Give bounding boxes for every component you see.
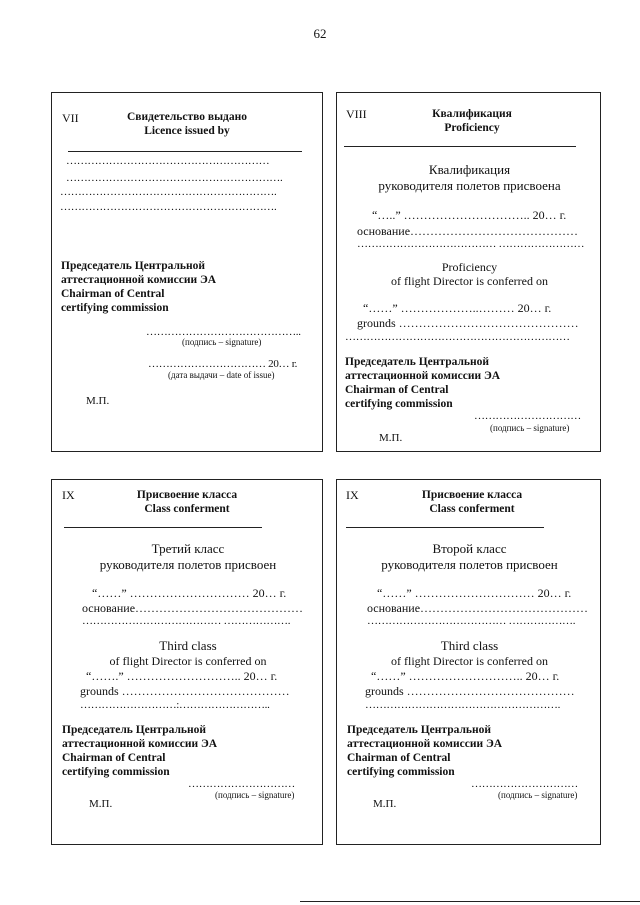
section-title-ru: Присвоение класса (136, 489, 238, 501)
class-text-ru: Второй класс (432, 541, 507, 556)
panel-class-conferment-third (51, 479, 323, 845)
basis-field-ru: основание…………………………………… (367, 601, 589, 615)
chairman-title-ru: аттестационной комиссии ЭА (62, 738, 218, 750)
chairman-title-ru: Председатель Центральной (345, 356, 489, 368)
section-title-en: Class conferment (429, 503, 515, 515)
section-number: VII (62, 111, 79, 125)
signature-label: (подпись – signature) (490, 423, 570, 433)
page-bottom-rule (300, 901, 640, 902)
class-text-ru: Третий класс (151, 541, 225, 556)
dotted-line: ………………………………………………. (365, 699, 561, 711)
class-text-ru: руководителя полетов присвоен (381, 557, 558, 572)
seal-place: М.П. (86, 395, 110, 407)
date-field-en: “…….” ……………………….. 20… г. (86, 669, 278, 683)
section-title-en: Class conferment (144, 503, 230, 515)
section-title-ru: Свидетельство выдано (127, 111, 247, 123)
class-text-en: of flight Director is conferred on (109, 654, 267, 668)
seal-place: М.П. (89, 798, 113, 810)
dotted-line: ……………………………………………………. (60, 201, 277, 213)
section-number: IX (62, 488, 75, 502)
dotted-line: ……………………………………………………. (66, 172, 283, 184)
chairman-title-en: certifying commission (345, 398, 453, 410)
header-rule (68, 151, 302, 152)
signature-line: ………………………… (188, 778, 296, 790)
dotted-line: ………………………………… ………………. (82, 615, 291, 627)
signature-line: …………………………………….. (146, 326, 301, 338)
header-rule (346, 527, 544, 528)
section-title-ru: Присвоение класса (421, 489, 523, 501)
chairman-title-en: certifying commission (347, 766, 455, 778)
class-text-en: of flight Director is conferred on (391, 654, 548, 668)
signature-label: (подпись – signature) (498, 790, 578, 800)
section-title-en: Licence issued by (144, 125, 230, 137)
proficiency-text-ru: Квалификация (428, 162, 511, 177)
section-title-ru: Квалификация (432, 108, 512, 120)
panel-proficiency (336, 92, 601, 452)
chairman-title-en: Chairman of Central (345, 384, 449, 396)
signature-label: (подпись – signature) (182, 337, 262, 347)
dotted-line: ………………………………… ………………. (367, 615, 576, 627)
chairman-title-en: Chairman of Central (62, 752, 166, 764)
signature-label: (подпись – signature) (215, 790, 295, 800)
chairman-title-en: certifying commission (62, 766, 170, 778)
chairman-title-ru: Председатель Центральной (62, 724, 206, 736)
grounds-field: grounds …………………………………… (80, 684, 290, 698)
date-field-en: “……” ………………..……… 20… г. (363, 301, 552, 315)
date-field-ru: “……” ………………………… 20… г. (92, 586, 287, 600)
dotted-line: ………………………:…………………….. (80, 699, 270, 711)
date-of-issue-line: …………………………… 20… г. (148, 358, 298, 370)
signature-line: ………………………… (471, 778, 579, 790)
chairman-title-en: Chairman of Central (61, 288, 165, 300)
grounds-field: grounds ……………………………………… (357, 316, 579, 330)
chairman-title-ru: Председатель Центральной (347, 724, 491, 736)
date-field-en: “……” ……………………….. 20… г. (371, 669, 560, 683)
chairman-title-ru: аттестационной комиссии ЭА (347, 738, 503, 750)
page-number: 62 (313, 26, 327, 41)
class-text-ru: руководителя полетов присвоен (99, 557, 277, 572)
seal-place: М.П. (373, 798, 397, 810)
panel-class-conferment-second (336, 479, 601, 845)
dotted-line: ………………………………… …………………… (357, 238, 585, 250)
header-rule (344, 146, 576, 147)
seal-place: М.П. (379, 432, 403, 444)
panel-licence-issued (51, 92, 323, 452)
basis-field-ru: основание…………………………………… (82, 601, 304, 615)
date-of-issue-label: (дата выдачи – date of issue) (168, 370, 275, 380)
section-number: IX (346, 488, 359, 502)
proficiency-text-ru: руководителя полетов присвоена (378, 178, 561, 193)
section-number: VIII (346, 107, 367, 121)
chairman-title-en: certifying commission (61, 302, 169, 314)
header-rule (64, 527, 262, 528)
proficiency-text-en: of flight Director is conferred on (391, 274, 548, 288)
date-field-ru: “…..” ………………………….. 20… г. (372, 208, 567, 222)
signature-line: ………………………… (474, 410, 582, 422)
class-text-en: Third class (440, 638, 499, 653)
chairman-title-ru: аттестационной комиссии ЭА (61, 274, 217, 286)
class-text-en: Third class (159, 638, 217, 653)
dotted-line: ……………………………………………………… (345, 331, 570, 343)
section-title-en: Proficiency (444, 122, 500, 134)
proficiency-text-en: Proficiency (441, 260, 498, 274)
chairman-title-ru: Председатель Центральной (61, 260, 205, 272)
grounds-field: grounds …………………………………… (365, 684, 575, 698)
dotted-line: ………………………………………………… (66, 155, 270, 167)
basis-field-ru: основание…………………………………… (357, 224, 579, 238)
dotted-line: ……………………………………………………. (60, 186, 277, 198)
date-field-ru: “……” ………………………… 20… г. (377, 586, 572, 600)
chairman-title-en: Chairman of Central (347, 752, 451, 764)
chairman-title-ru: аттестационной комиссии ЭА (345, 370, 501, 382)
